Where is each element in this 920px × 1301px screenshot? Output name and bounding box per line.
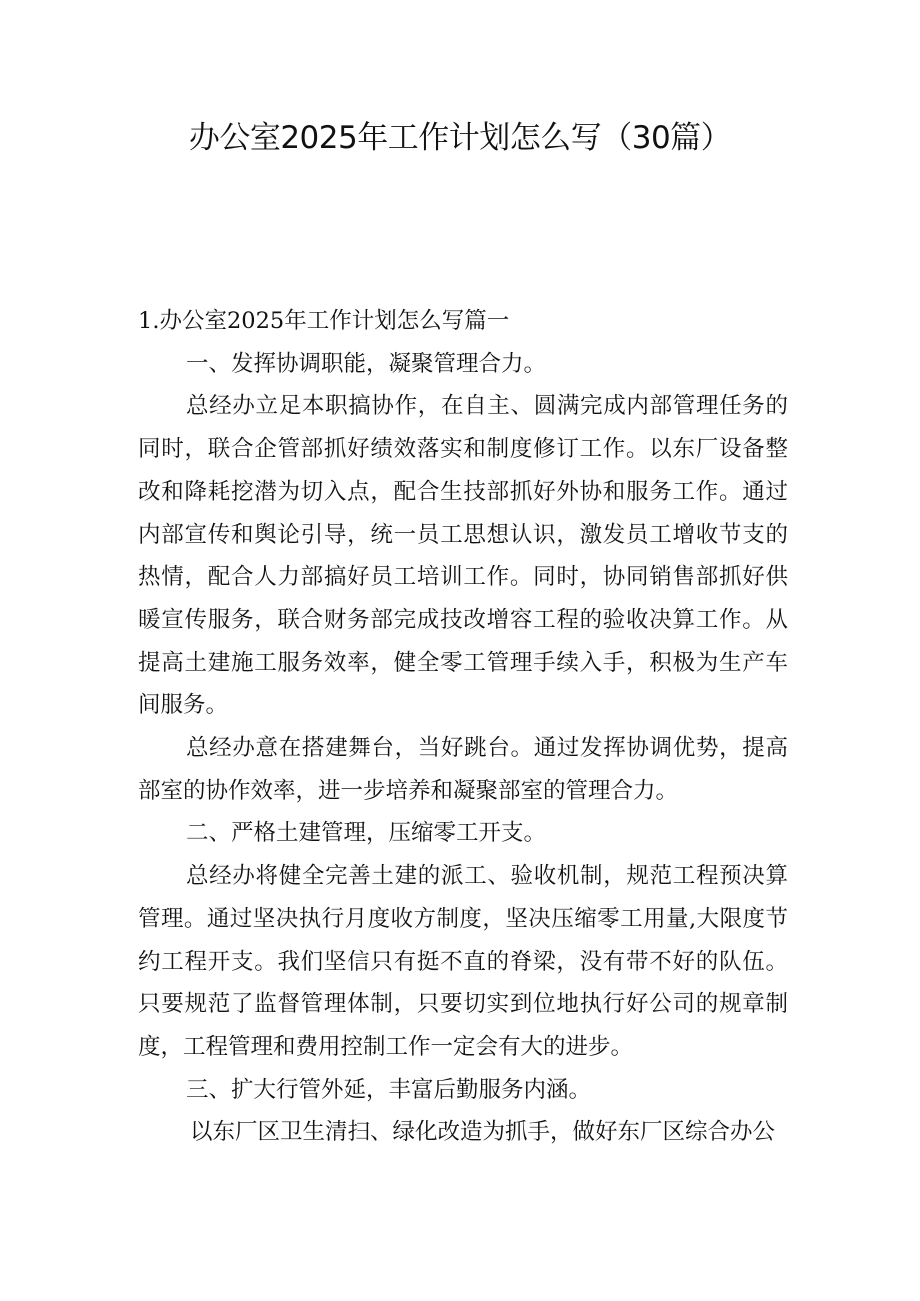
section-heading: 1.办公室2025年工作计划怎么写篇一: [138, 308, 510, 334]
document-body: [138, 300, 788, 1154]
subheading-3: 三、扩大行管外延，丰富后勤服务内涵。: [186, 1076, 592, 1103]
paragraph: 以东厂区卫生清扫、绿化改造为抓手，做好东厂区综合办公: [190, 1119, 776, 1146]
subheading-2: 二、严格土建管理，压缩零工开支。: [186, 820, 547, 847]
subheading-1: 一、发挥协调职能，凝聚管理合力。: [186, 350, 547, 377]
paragraph: 总经办将健全完善土建的派工、验收机制，规范工程预决算管理。通过坚决执行月度收方制度，坚决压缩零工用量,大限度节约工程开支。我们坚信只有挺不直的脊梁，没有带不好的队伍。只要规范了监督管理体制，只要切实到位地执行好公司的规章制度，工程管理和费用控制工作一定会有大的进步。: [138, 863, 788, 1060]
document-title: 办公室2025年工作计划怎么写（30篇）: [188, 120, 732, 156]
paragraph: 总经办立足本职搞协作，在自主、圆满完成内部管理任务的同时，联合企管部抓好绩效落实和制度修订工作。以东厂设备整改和降耗挖潜为切入点，配合生技部抓好外协和服务工作。通过内部宣传和舆论引导，统一员工思想认识，激发员工增收节支的热情，配合人力部搞好员工培训工作。同时，协同销售部抓好供暖宣传服务，联合财务部完成技改增容工程的验收决算工作。从提高土建施工服务效率，健全零工管理手续入手，积极为生产车间服务。: [138, 393, 788, 719]
paragraph: 总经办意在搭建舞台，当好跳台。通过发挥协调优势，提高部室的协作效率，进一步培养和凝聚部室的管理合力。: [138, 735, 788, 804]
